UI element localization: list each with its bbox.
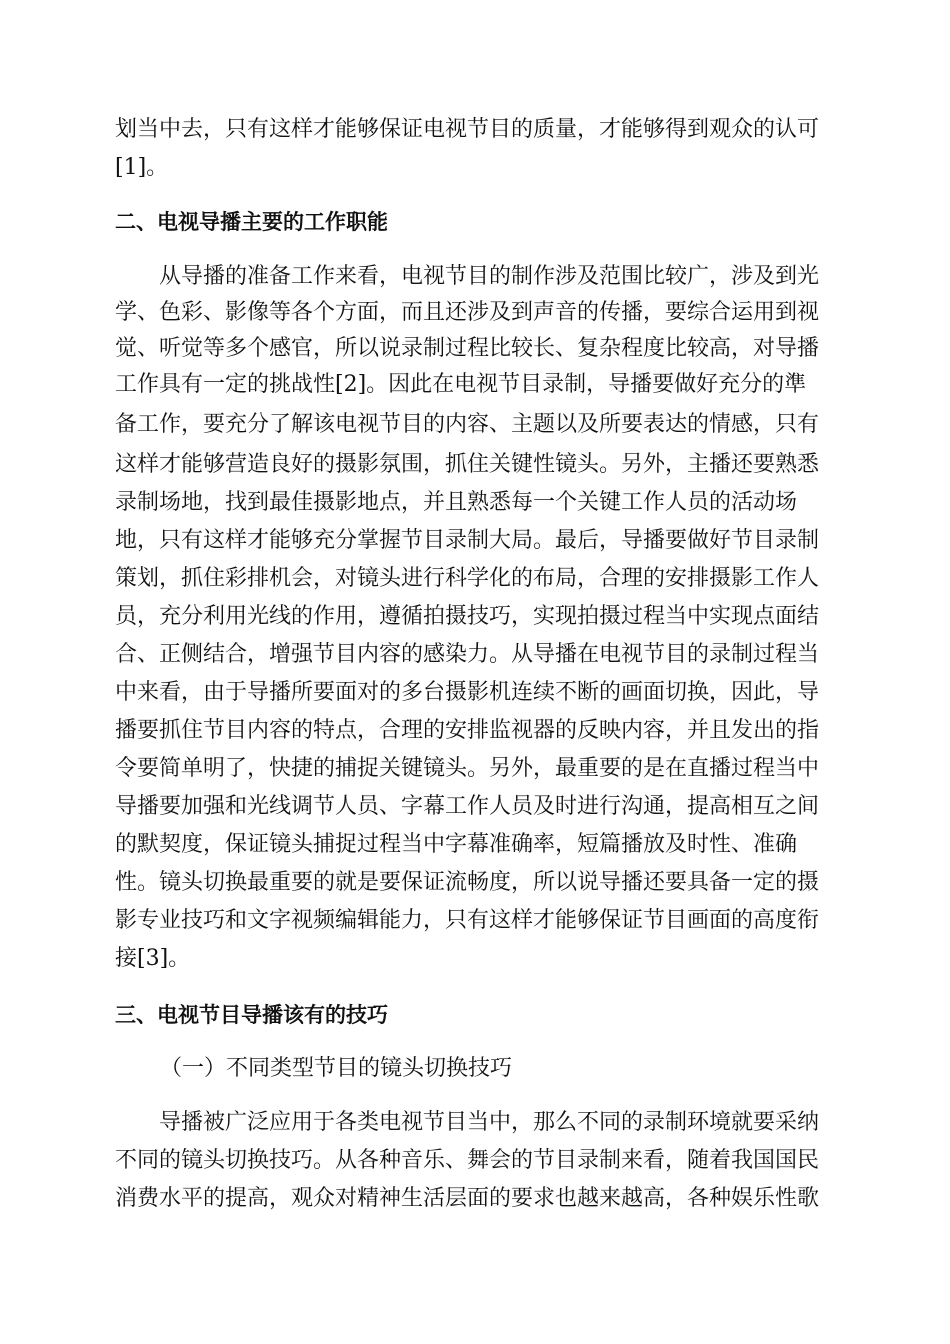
paragraph-line: 的默契度，保证镜头捕捉过程当中字幕准确率，短篇播放及时性、准确 <box>115 832 798 857</box>
subsection-heading: （一）不同类型节目的镜头切换技巧 <box>160 1056 513 1081</box>
paragraph-line: 消费水平的提高，观众对精神生活层面的要求也越来越高，各种娱乐性歌 <box>115 1186 820 1211</box>
section-3-heading: 三、电视节目导播该有的技巧 <box>115 1003 388 1027</box>
paragraph-line: 令要简单明了，快捷的捕捉关键镜头。另外，最重要的是在直播过程当中 <box>115 756 820 781</box>
paragraph-line: 工作具有一定的挑战性[2]。因此在电视节目录制，导播要做好充分的準 <box>115 372 807 397</box>
paragraph-line: 合、正侧结合，增强节目内容的感染力。从导播在电视节目的录制过程当 <box>115 642 820 667</box>
paragraph-line: 不同的镜头切换技巧。从各种音乐、舞会的节目录制来看，随着我国国民 <box>115 1148 820 1173</box>
paragraph-line: 性。镜头切换最重要的就是要保证流畅度，所以说导播还要具备一定的摄 <box>115 870 820 895</box>
paragraph-line: 导播要加强和光线调节人员、字幕工作人员及时进行沟通，提高相互之间 <box>115 794 820 819</box>
paragraph-line: 导播被广泛应用于各类电视节目当中，那么不同的录制环境就要采纳 <box>115 1110 820 1135</box>
paragraph-line: 影专业技巧和文字视频编辑能力，只有这样才能够保证节目画面的高度衔 <box>115 908 820 933</box>
section-2-heading: 二、电视导播主要的工作职能 <box>115 210 388 234</box>
paragraph-line: 策划，抓住彩排机会，对镜头进行科学化的布局，合理的安排摄影工作人 <box>115 566 820 591</box>
paragraph-line: 中来看，由于导播所要面对的多台摄影机连续不断的画面切换，因此，导 <box>115 680 820 705</box>
paragraph-line: 录制场地，找到最佳摄影地点，并且熟悉每一个关键工作人员的活动场 <box>115 490 798 515</box>
paragraph-line: 学、色彩、影像等各个方面，而且还涉及到声音的传播，要综合运用到视 <box>115 300 820 325</box>
intro-line: 划当中去，只有这样才能够保证电视节目的质量，才能够得到观众的认可 <box>115 117 820 142</box>
paragraph-line: 这样才能够营造良好的摄影氛围，抓住关键性镜头。另外，主播还要熟悉 <box>115 452 820 477</box>
paragraph-line: 播要抓住节目内容的特点，合理的安排监视器的反映内容，并且发出的指 <box>115 718 820 743</box>
paragraph-line: 员，充分利用光线的作用，遵循拍摄技巧，实现拍摄过程当中实现点面结 <box>115 604 820 629</box>
paragraph-line: 从导播的准备工作来看，电视节目的制作涉及范围比较广，涉及到光 <box>115 264 820 289</box>
paragraph-line: 地，只有这样才能够充分掌握节目录制大局。最后，导播要做好节目录制 <box>115 528 820 553</box>
paragraph-line: 接[3]。 <box>115 946 191 971</box>
paragraph-line: 备工作，要充分了解该电视节目的内容、主题以及所要表达的情感，只有 <box>115 412 820 437</box>
intro-line: [1]。 <box>115 155 169 180</box>
paragraph-line: 觉、听觉等多个感官，所以说录制过程比较长、复杂程度比较高，对导播 <box>115 336 820 361</box>
